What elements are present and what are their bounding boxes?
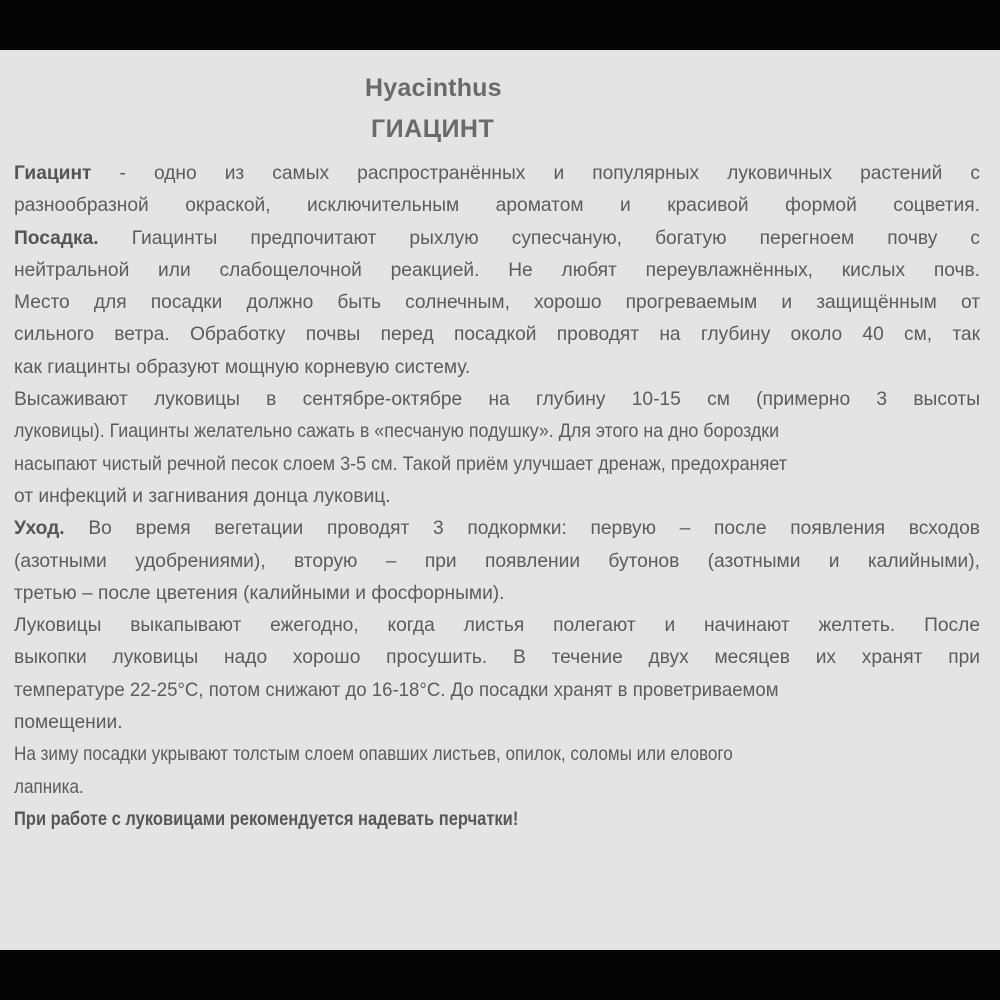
document-body [14, 158, 980, 836]
storage-line-4: помещении. [14, 712, 123, 734]
planting-line-1 [14, 223, 980, 255]
planting-line-2: нейтральной или слабощелочной реакцией. Не любят переувлажнённых, кислых почв. [14, 259, 980, 281]
planting-line-4: сильного ветра. Обработку почвы перед посадкой проводят на глубину около 40 см, так [14, 324, 980, 346]
care-line-2: (азотными удобрениями), вторую – при появлении бутонов (азотными и калийными), [14, 550, 980, 572]
planting-details-line-4: от инфекций и загнивания донца луковиц. [14, 485, 391, 507]
winter-line-1: На зиму посадки укрывают толстым слоем опавших листьев, опилок, соломы или елового [14, 744, 733, 766]
care-line-3: третью – после цветения (калийными и фосфорными). [14, 582, 505, 604]
title-russian: ГИАЦИНТ [371, 115, 495, 143]
planting-heading: Посадка. [14, 227, 99, 249]
gloves-warning: При работе с луковицами рекомендуется надевать перчатки! [14, 808, 519, 830]
planting-line-3: Место для посадки должно быть солнечным, хорошо прогреваемым и защищённым от [14, 292, 980, 314]
care-text: Во время вегетации проводят 3 подкормки: первую – после появления всходов [64, 518, 980, 540]
storage-line-1: Луковицы выкапывают ежегодно, когда листья полегают и начинают желтеть. После [14, 615, 980, 637]
gloves-warning-line [14, 804, 980, 836]
planting-text: Гиацинты предпочитают рыхлую супесчаную, богатую перегноем почву с [98, 227, 980, 249]
care-heading: Уход. [14, 518, 65, 540]
scanned-document-page [0, 50, 1000, 950]
intro-line-1 [14, 158, 980, 190]
intro-text: - одно из самых распространённых и популярных луковичных растений с [91, 163, 980, 184]
storage-line-2: выкопки луковицы надо хорошо просушить. В течение двух месяцев их хранят при [14, 647, 980, 669]
care-line-1 [14, 513, 980, 545]
intro-line-2: разнообразной окраской, исключительным ароматом и красивой формой соцветия. [14, 195, 980, 217]
planting-details-line-1: Высаживают луковицы в сентябре-октябре на глубину 10-15 см (примерно 3 высоты [14, 389, 980, 411]
intro-term: Гиацинт [14, 163, 92, 184]
title-latin: Hyacinthus [365, 74, 502, 102]
winter-line-2: лапника. [14, 776, 84, 798]
planting-details-line-3: насыпают чистый речной песок слоем 3-5 см. Такой приём улучшает дренаж, предохраняет [14, 453, 788, 475]
planting-line-5: как гиацинты образуют мощную корневую систему. [14, 356, 471, 378]
planting-details-line-2: луковицы). Гиацинты желательно сажать в «песчаную подушку». Для этого на дно бороздки [14, 421, 780, 443]
storage-line-3: температуре 22-25°С, потом снижают до 16-18°С. До посадки хранят в проветриваемом [14, 679, 779, 701]
